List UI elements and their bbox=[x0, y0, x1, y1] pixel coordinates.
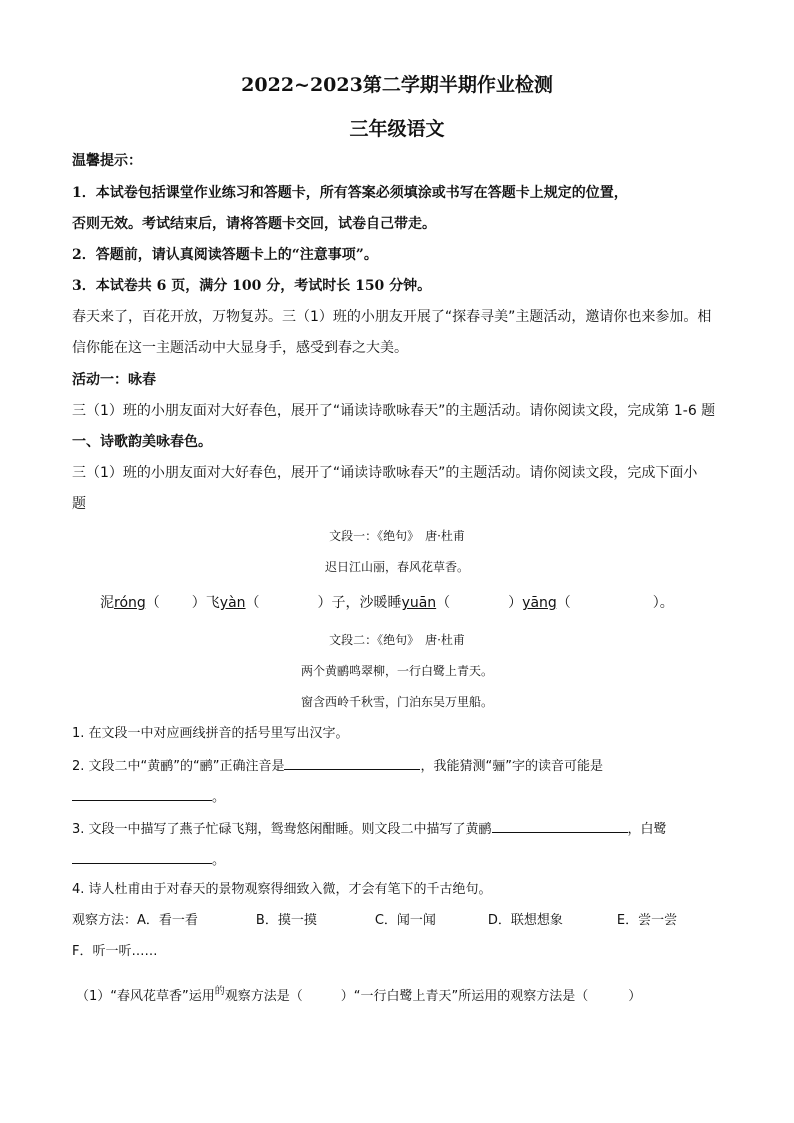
open-paren-2: （ bbox=[245, 595, 260, 611]
question-3-part-a: 3. 文段一中描写了燕子忙碌飞翔，鸳鸯悠闲酣睡。则文段二中描写了黄鹂 bbox=[72, 822, 492, 837]
answer-blank-2b[interactable] bbox=[72, 786, 212, 801]
answer-blank-2a[interactable] bbox=[284, 755, 420, 770]
method-c: C．闻一闻 bbox=[374, 913, 436, 928]
question-4-1-part-b: 观察方法是（ bbox=[224, 989, 303, 1004]
question-4-1-part-a: （1）“春风花草香”运用 bbox=[76, 989, 215, 1004]
method-b: B．摸一摸 bbox=[255, 913, 317, 928]
question-3-end: 。 bbox=[212, 853, 226, 868]
pinyin-close-3: ） bbox=[508, 595, 523, 611]
question-3 bbox=[72, 818, 667, 840]
pinyin-close-4: ）。 bbox=[652, 595, 674, 611]
tip-item-2: 2．答题前，请认真阅读答题卡上的“注意事项”。 bbox=[72, 247, 378, 263]
pinyin-rong: róng bbox=[114, 595, 146, 611]
answer-blank-3b[interactable] bbox=[72, 849, 212, 864]
open-paren-1: （ bbox=[145, 595, 160, 611]
question-2-part-a: 2. 文段二中“黄鹂”的“鹂”正确注音是 bbox=[72, 759, 285, 774]
pinyin-yan: yàn bbox=[219, 595, 246, 611]
pinyin-prefix-1: 泥 bbox=[100, 595, 114, 611]
observation-methods bbox=[72, 911, 677, 931]
intro-line-1: 春天来了，百花开放，万物复苏。三（1）班的小朋友开展了“探春寻美”主题活动，邀请你也来参加。相 bbox=[72, 309, 712, 325]
poem2-line-1: 两个黄鹂鸣翠柳，一行白鹭上青天。 bbox=[300, 664, 493, 678]
question-3-part-b: ，白鹭 bbox=[627, 822, 667, 837]
activity-desc-2b: 题 bbox=[72, 496, 86, 512]
poem1-line-1: 迟日江山丽，春风花草香。 bbox=[324, 560, 469, 574]
question-2 bbox=[72, 755, 603, 777]
question-4-1-part-c: ）“一行白鹭上青天”所运用的观察方法是（ bbox=[340, 989, 589, 1004]
question-2-cont bbox=[72, 786, 225, 808]
tip-item-3: 3．本试卷共 6 页，满分 100 分，考试时长 150 分钟。 bbox=[72, 278, 432, 294]
activity-desc-2a: 三（1）班的小朋友面对大好春色，展开了“诵读诗歌咏春天”的主题活动。请你阅读文段，完成下面小 bbox=[72, 465, 698, 481]
pinyin-row bbox=[100, 592, 674, 612]
method-f: F．听一听…… bbox=[72, 944, 158, 959]
poem1-heading: 文段一：《绝句》 唐·杜甫 bbox=[329, 529, 465, 543]
question-2-part-b: ，我能猜测“骊”字的读音可能是 bbox=[420, 759, 603, 774]
pinyin-yuan: yuān bbox=[401, 595, 437, 611]
tips-heading: 温馨提示： bbox=[72, 153, 142, 169]
method-d: D．联想想象 bbox=[487, 913, 563, 928]
answer-blank-3a[interactable] bbox=[492, 818, 628, 833]
question-4-1 bbox=[76, 982, 641, 1007]
intro-line-2: 信你能在这一主题活动中大显身手，感受到春之大美。 bbox=[72, 340, 408, 356]
pinyin-yang: yāng bbox=[522, 595, 557, 611]
tip-item-1a: 1．本试卷包括课堂作业练习和答题卡，所有答案必须填涂或书写在答题卡上规定的位置， bbox=[72, 185, 628, 201]
open-paren-3: （ bbox=[436, 595, 451, 611]
exam-title: 2022~2023第二学期半期作业检测 bbox=[241, 74, 553, 96]
open-paren-4: （ bbox=[556, 595, 571, 611]
activity-heading: 活动一：咏春 bbox=[72, 372, 156, 388]
pinyin-close-2: ）子，沙暖睡 bbox=[317, 595, 402, 611]
exam-subtitle: 三年级语文 bbox=[349, 118, 445, 140]
question-4-1-part-d: ） bbox=[628, 989, 642, 1004]
activity-desc-1: 三（1）班的小朋友面对大好春色，展开了“诵读诗歌咏春天”的主题活动。请你阅读文段，完成第 1-6 题 bbox=[72, 403, 716, 419]
question-4: 4. 诗人杜甫由于对春天的景物观察得细致入微，才会有笔下的千古绝句。 bbox=[72, 882, 492, 897]
question-1: 1. 在文段一中对应画线拼音的括号里写出汉字。 bbox=[72, 726, 349, 741]
pinyin-prefix-2: 飞 bbox=[205, 595, 220, 611]
question-4-1-de: 的 bbox=[214, 986, 225, 997]
method-e: E．尝一尝 bbox=[616, 913, 678, 928]
section-title: 一、诗歌韵美咏春色。 bbox=[72, 434, 212, 450]
pinyin-close-1: ） bbox=[191, 595, 206, 611]
poem2-heading: 文段二：《绝句》 唐·杜甫 bbox=[329, 633, 465, 647]
poem2-line-2: 窗含西岭千秋雪，门泊东吴万里船。 bbox=[300, 695, 493, 709]
question-3-cont bbox=[72, 849, 225, 871]
question-2-end: 。 bbox=[212, 790, 226, 805]
tip-item-1b: 否则无效。考试结束后，请将答题卡交回，试卷自己带走。 bbox=[72, 216, 436, 232]
method-a: 观察方法：A．看一看 bbox=[72, 913, 198, 928]
